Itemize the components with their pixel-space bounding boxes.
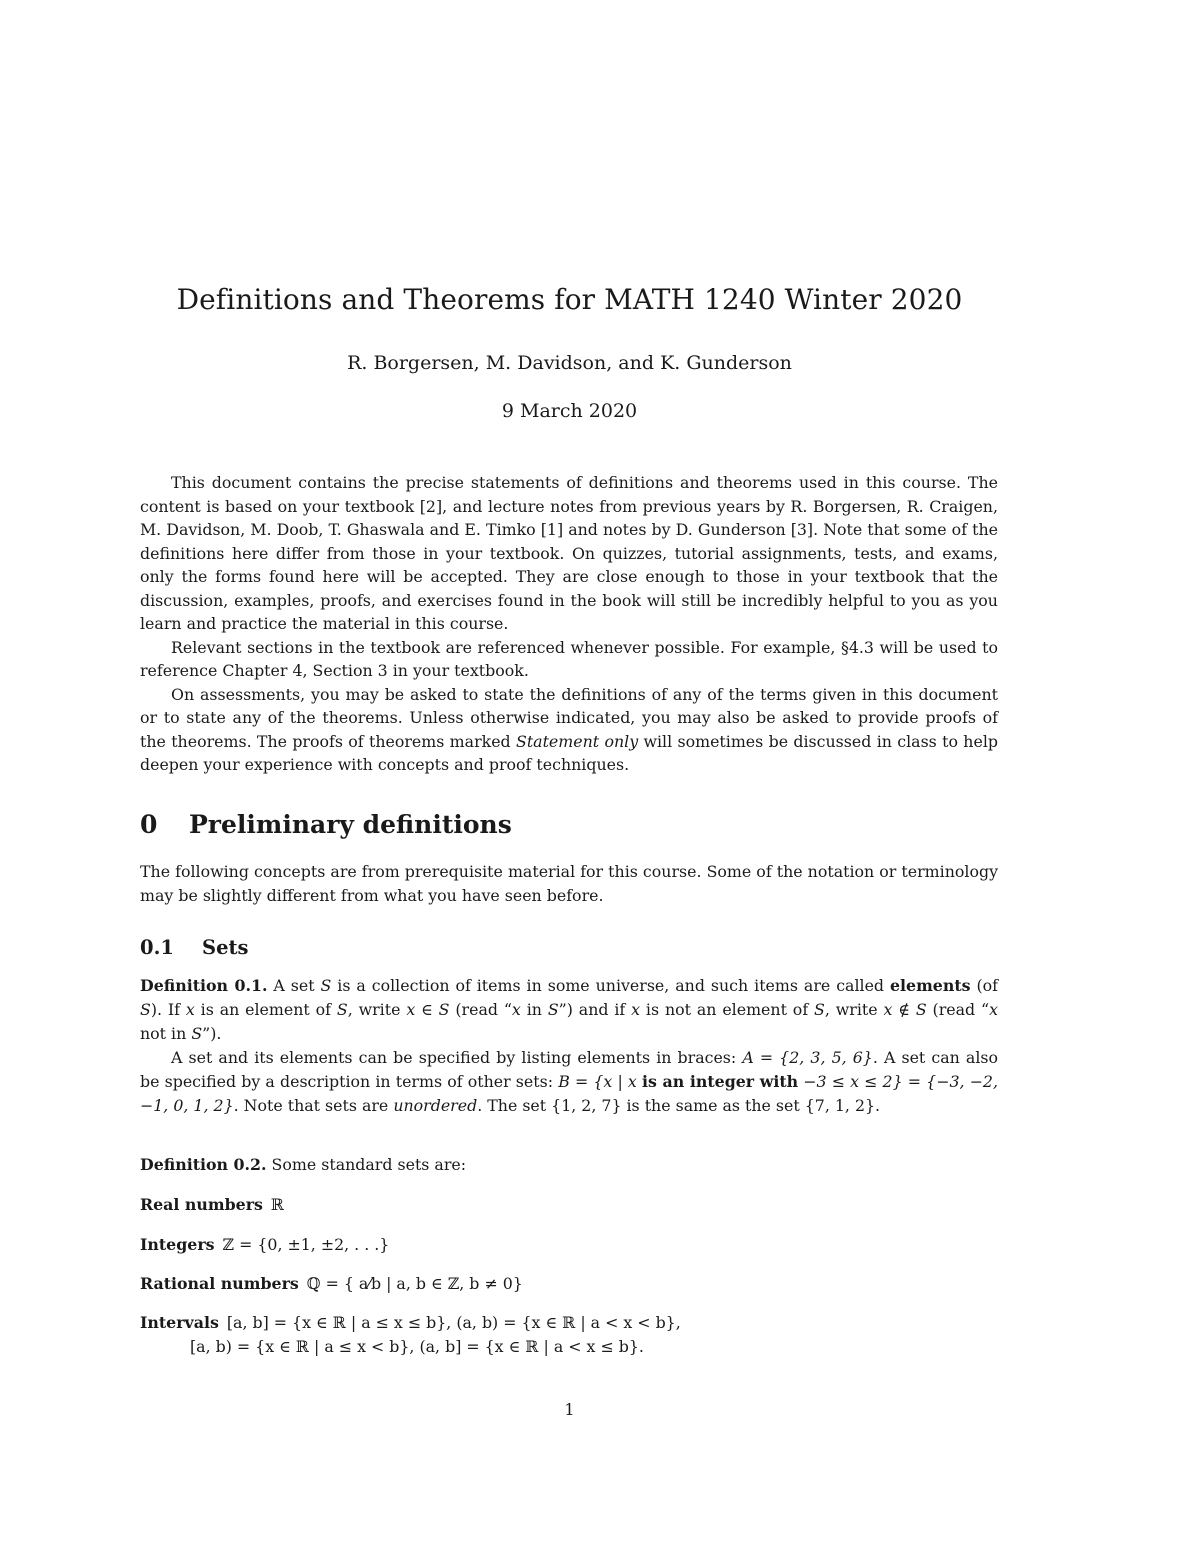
intervals-continued: [a, b) = {x ∈ ℝ | a ≤ x < b}, (a, b] = {x ∈ ℝ | a < x ≤ b}.	[190, 1337, 644, 1356]
standard-set-math: ℝ	[270, 1195, 285, 1214]
standard-set-item	[140, 1235, 389, 1254]
abstract-paragraph: This document contains the precise statements of definitions and theorems used in this course. The content is based on your textbook [2], and lecture notes from previous years by R. Borgersen, R. Craigen, M. Davidson, M. Doob, T. Ghaswala and E. Timko [1] and notes by D. Gunderson [3]. Note that some of the definitions here differ from those in your textbook. On quizzes, tutorial assignments, tests, and exams, only the forms found here will be accepted. They are close enough to those in your textbook that the discussion, examples, proofs, and exercises found in the book will still be incredibly helpful to you as you learn and practice the material in this course.	[140, 473, 998, 633]
abstract	[140, 471, 998, 777]
document-date: 9 March 2020	[501, 400, 638, 422]
statement-only-emphasis: Statement only	[516, 731, 639, 751]
definition-label: Definition 0.1.	[140, 976, 268, 995]
document-title: Definitions and Theorems for MATH 1240 Winter 2020	[176, 283, 963, 316]
definition-0-2: Definition 0.2. Some standard sets are:	[140, 1155, 467, 1174]
standard-set-item	[140, 1313, 681, 1332]
standard-set-label: Intervals	[140, 1313, 219, 1332]
subsection-heading	[140, 936, 248, 959]
definition-block	[140, 974, 998, 1118]
standard-set-math: [a, b] = {x ∈ ℝ | a ≤ x ≤ b}, (a, b) = {x ∈ ℝ | a < x < b},	[226, 1313, 681, 1332]
authors: R. Borgersen, M. Davidson, and K. Gunderson	[347, 352, 792, 374]
standard-set-label: Real numbers	[140, 1195, 263, 1214]
definition-0-1-paragraph-2: A set and its elements can be specified by listing elements in braces: A = {2, 3, 5, 6}. A set can also be specified by a description in terms of other sets: B = {x | x is an integer with −3 ≤ x ≤ 2} = {−3, −2, −1, 0, 1, 2}. Note that sets are unordered. The set {1, 2, 7} is the same as the set {7, 1, 2}.	[140, 1048, 999, 1115]
standard-set-label: Integers	[140, 1235, 215, 1254]
definition-label: Definition 0.2.	[140, 1155, 267, 1174]
subsection-title: Sets	[202, 936, 249, 959]
definition-0-1: Definition 0.1. A set S is a collection of items in some universe, and such items are called elements (of S). If x is an element of S, write x ∈ S (read “x in S”) and if x is not an element of S, write x ∉ S (read “x not in S”).	[140, 976, 999, 1043]
unordered-emphasis: unordered	[393, 1096, 478, 1115]
subsection-number: 0.1	[140, 936, 174, 959]
section-number: 0	[140, 810, 158, 839]
standard-set-math: ℤ = {0, ±1, ±2, . . .}	[222, 1235, 390, 1254]
abstract-paragraph: Relevant sections in the textbook are referenced whenever possible. For example, §4.3 will be used to reference Chapter 4, Section 3 in your textbook.	[140, 637, 998, 680]
page-number: 1	[564, 1400, 575, 1419]
standard-set-item	[140, 1274, 523, 1293]
section-heading	[140, 810, 512, 839]
elements-term: elements	[889, 976, 971, 995]
abstract-paragraph: On assessments, you may be asked to state the definitions of any of the terms given in this document or to state any of the theorems. Unless otherwise indicated, you may also be asked to provide proofs of the theorems. The proofs of theorems marked Statement only will sometimes be discussed in class to help deepen your experience with concepts and proof techniques.	[140, 684, 998, 774]
section-intro: The following concepts are from prerequisite material for this course. Some of the notation or terminology may be slightly different from what you have seen before.	[140, 862, 998, 905]
standard-set-math: ℚ = { a⁄b | a, b ∈ ℤ, b ≠ 0}	[306, 1274, 523, 1293]
standard-set-label: Rational numbers	[140, 1274, 299, 1293]
section-title: Preliminary definitions	[189, 810, 512, 839]
standard-set-item	[140, 1195, 284, 1214]
